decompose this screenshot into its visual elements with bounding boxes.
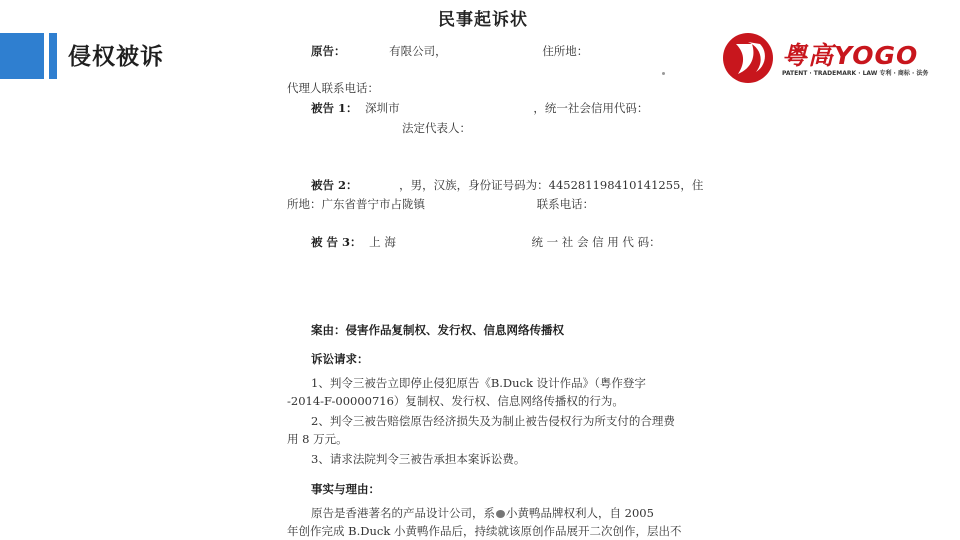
defendant1-label: 被告 1：	[311, 101, 358, 115]
defendant3-line	[311, 234, 661, 250]
defendant3-credit-code-label: 统 一 社 会 信 用 代 码：	[531, 235, 661, 249]
defendant1-city: 深圳市	[365, 101, 400, 115]
complaint-document	[284, 0, 704, 540]
defendant2-label: 被告 2：	[311, 178, 358, 192]
claim-2-cont: 用 8 万元。	[287, 432, 348, 446]
cause-of-action: 案由：侵害作品复制权、发行权、信息网络传播权	[311, 323, 564, 337]
claim-1: 1、判令三被告立即停止侵犯原告《B.Duck 设计作品》（粤作登字	[311, 376, 646, 390]
facts-line-1	[311, 505, 654, 521]
yogo-emblem-icon	[722, 32, 774, 84]
claim-3: 3、请求法院判令三被告承担本案诉讼费。	[311, 452, 526, 466]
title-accent-bar-thin	[49, 33, 57, 79]
defendant2-address: 所地：广东省普宁市占陇镇	[287, 197, 425, 211]
defendant2-address-line	[287, 196, 594, 212]
section-title: 侵权被诉	[68, 44, 164, 70]
agent-phone-label: 代理人联系电话：	[287, 81, 379, 95]
defendant2-line	[311, 177, 703, 193]
document-title: 民事起诉状	[438, 10, 528, 30]
yogo-logo	[722, 30, 929, 86]
facts-heading: 事实与理由：	[311, 482, 380, 496]
claim-2: 2、判令三被告赔偿原告经济损失及为制止被告侵权行为所支付的合理费	[311, 414, 675, 428]
defendant1-credit-code-label: ，统一社会信用代码：	[533, 101, 649, 115]
defendant2-phone-label: 联系电话：	[536, 197, 595, 211]
title-accent-bar	[0, 33, 44, 79]
defendant1-line	[311, 100, 648, 116]
facts-text-b: 小黄鸭品牌权利人，自 2005	[506, 506, 654, 520]
plaintiff-label: 原告：	[311, 44, 346, 58]
legal-rep-label: 法定代表人：	[402, 121, 471, 135]
claims-heading: 诉讼请求：	[311, 352, 369, 366]
plaintiff-company: 有限公司，	[389, 44, 447, 58]
logo-tagline: PATENT · TRADEMARK · LAW 专利 · 商标 · 法务	[782, 70, 929, 77]
defendant3-label: 被 告 3：	[311, 235, 362, 249]
bduck-logo-icon	[496, 510, 505, 518]
defendant2-id: ，男，汉族，身份证号码为：445281198410141255，住	[399, 178, 704, 192]
plaintiff-line	[311, 43, 588, 59]
facts-text-a: 原告是香港著名的产品设计公司，系	[311, 506, 495, 520]
facts-line-2: 年创作完成 B.Duck 小黄鸭作品后，持续就该原创作品展开二次创作，层出不	[287, 524, 682, 538]
claim-1-cont: -2014-F-00000716）复制权、发行权、信息网络传播权的行为。	[287, 394, 624, 408]
scan-dot	[662, 72, 665, 75]
defendant3-city: 上 海	[369, 235, 396, 249]
plaintiff-address-label: 住所地：	[542, 44, 589, 58]
logo-brand-text: 粤高YOGO	[782, 41, 919, 70]
